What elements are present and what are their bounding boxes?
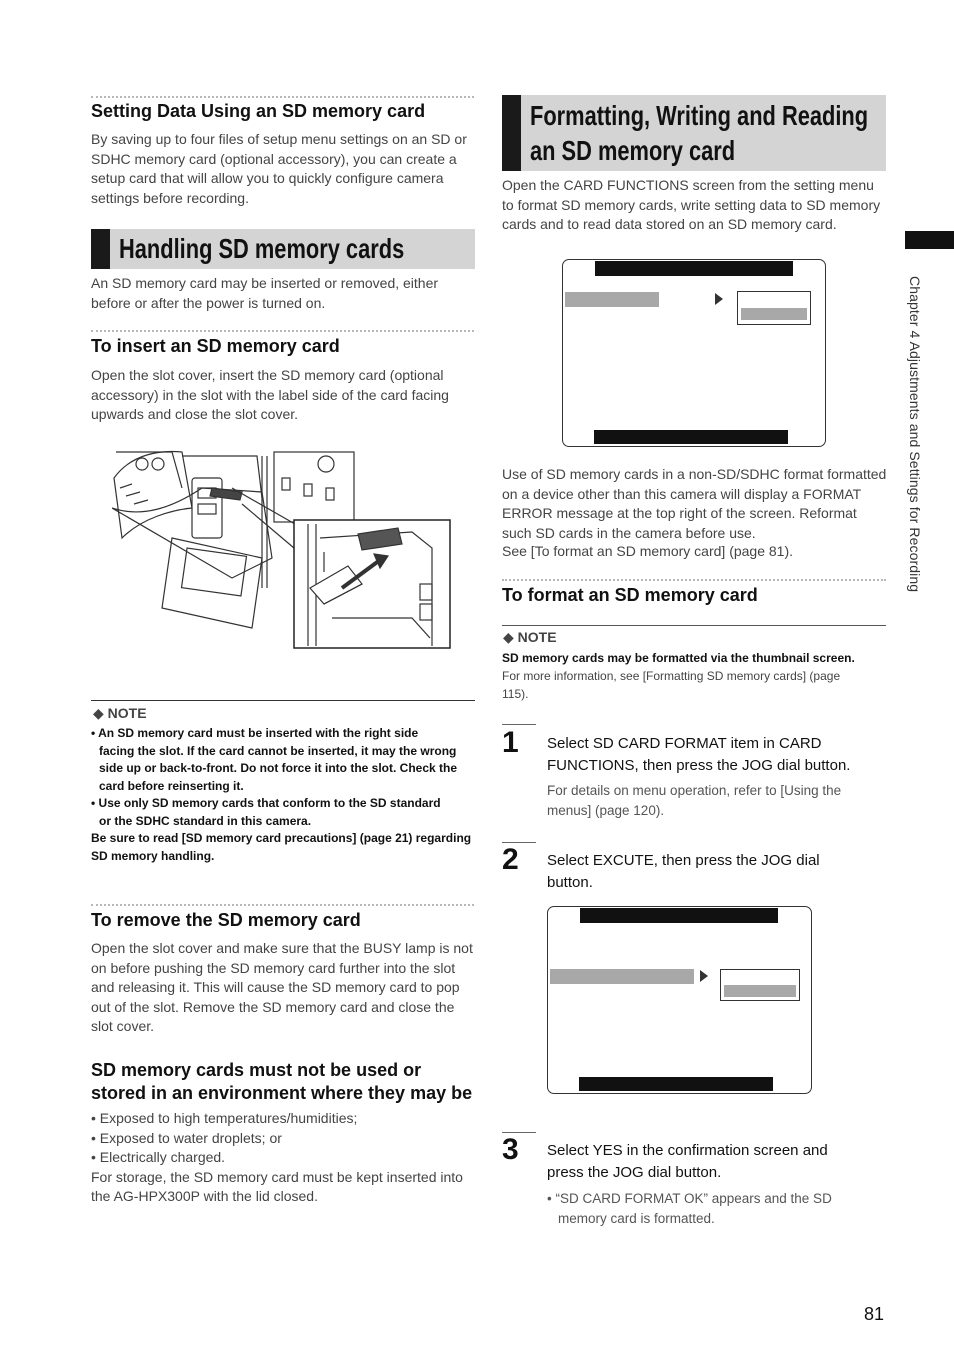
environment-heading: SD memory cards must not be used or stored in an environment where they may be (91, 1060, 473, 1103)
note-item-1-lead: • An SD memory card must be inserted with the right side (91, 726, 419, 740)
format-note-bold: SD memory cards may be formatted via the thumbnail screen. (502, 651, 855, 665)
screen-submenu-selected (724, 985, 796, 997)
note-label: ◆ NOTE (93, 705, 147, 721)
step-1-number: 1 (502, 726, 519, 759)
note-item-2-lead: • Use only SD memory cards that conform to the SD standard (91, 796, 441, 810)
handling-body: An SD memory card may be inserted or removed, either before or after the power is turned on. (91, 275, 439, 311)
section-divider (91, 330, 474, 332)
sd-slot-illustration (112, 448, 452, 650)
environment-body: For storage, the SD memory card must be kept inserted into the AG-HPX300P with the lid closed. (91, 1168, 463, 1204)
note-rule (91, 700, 475, 701)
step-3-number: 3 (502, 1133, 519, 1166)
environment-list (91, 1109, 475, 1207)
screen-submenu-box (720, 969, 800, 1001)
chapter-tab-marker (905, 231, 954, 249)
chapter-side-label: Chapter 4 Adjustments and Settings for Recording (907, 276, 923, 593)
insert-heading: To insert an SD memory card (91, 336, 340, 356)
header-accent-bar (502, 95, 521, 171)
step-1-text: Select SD CARD FORMAT item in CARD FUNCTIONS, then press the JOG dial button. (547, 735, 851, 774)
step-1-subtext: For details on menu operation, refer to [Using the menus] (page 120). (547, 783, 842, 818)
setting-data-body: By saving up to four files of setup menu settings on an SD or SDHC memory card (optional accessory), you can create a setup card that will allow you to quickly configure camera settings before recording. (91, 131, 467, 206)
note-item-1-rest: facing the slot. If the card cannot be inserted, it may the wrong side up or back-to-front. Do not force it into the slot. Check the card before reinserting it. (99, 743, 458, 793)
note-rule (502, 625, 886, 626)
screen-title-bar (580, 908, 778, 923)
screen-selected-item (550, 969, 694, 984)
format-note-label: ◆ NOTE (503, 629, 557, 645)
environment-bullet-2: • Exposed to water droplets; or (91, 1129, 282, 1146)
remove-heading: To remove the SD memory card (91, 910, 361, 930)
screen-arrow-icon (700, 970, 708, 982)
note-item-2-rest: or the SDHC standard in this camera. (99, 813, 312, 828)
screen-title-bar (595, 261, 793, 276)
format-note-regular: For more information, see [Formatting SD memory cards] (page 115). (502, 669, 841, 701)
environment-bullet-1: • Exposed to high temperatures/humidities; (91, 1110, 358, 1126)
section-divider (91, 96, 474, 98)
remove-body: Open the slot cover and make sure that the BUSY lamp is not on before pushing the SD memory card further into the slot and releasing it. This will cause the SD memory card to pop out of the slot. Remove the SD memory card and close the slot cover. (91, 940, 473, 1034)
screen-bottom-bar (579, 1077, 773, 1091)
page-number: 81 (864, 1304, 885, 1324)
screen-bottom-bar (594, 430, 788, 444)
environment-bullet-3: • Electrically charged. (91, 1149, 226, 1165)
screen-arrow-icon (715, 293, 723, 305)
formatting-body: Open the CARD FUNCTIONS screen from the setting menu to format SD memory cards, write setting data to SD memory cards and to read data stored on an SD memory card. (502, 177, 881, 232)
sd-card-format-screen (547, 906, 812, 1094)
step-3-text: Select YES in the confirmation screen and press the JOG dial button. (547, 1142, 828, 1181)
handling-section-header (91, 229, 475, 269)
card-functions-screen (562, 259, 826, 447)
note-body (91, 725, 475, 865)
step-3-subtext: • “SD CARD FORMAT OK” appears and the SD memory card is formatted. (547, 1191, 832, 1226)
section-divider (91, 904, 474, 906)
setting-data-heading: Setting Data Using an SD memory card (91, 101, 426, 121)
section-divider (502, 579, 886, 581)
insert-body: Open the slot cover, insert the SD memory card (optional accessory) in the slot with the label side of the card facing upwards and close the slot cover. (91, 367, 449, 422)
note-item-3: Be sure to read [SD memory card precautions] (page 21) regarding SD memory handling. (91, 831, 472, 863)
step-2-text: Select EXCUTE, then press the JOG dial button. (547, 852, 820, 891)
formatting-heading-line-1: Formatting, Writing and Reading (530, 100, 869, 131)
step-2-number: 2 (502, 843, 519, 876)
header-accent-bar (91, 229, 110, 269)
screen-submenu-selected (741, 308, 807, 320)
format-warning-body: Use of SD memory cards in a non-SD/SDHC format formatted on a device other than this camera will display a FORMAT ERROR message at the top right of the screen. Reformat such SD cards in the camera before use. (502, 466, 887, 541)
formatting-section-header (502, 95, 886, 171)
format-see-reference[interactable]: See [To format an SD memory card] (page 81). (502, 543, 794, 559)
to-format-heading: To format an SD memory card (502, 585, 758, 605)
handling-heading: Handling SD memory cards (119, 233, 405, 264)
screen-submenu-box (737, 291, 811, 325)
formatting-heading (530, 98, 868, 168)
screen-selected-item (565, 292, 659, 307)
step-divider (502, 724, 536, 725)
formatting-heading-line-2: an SD memory card (530, 135, 736, 166)
